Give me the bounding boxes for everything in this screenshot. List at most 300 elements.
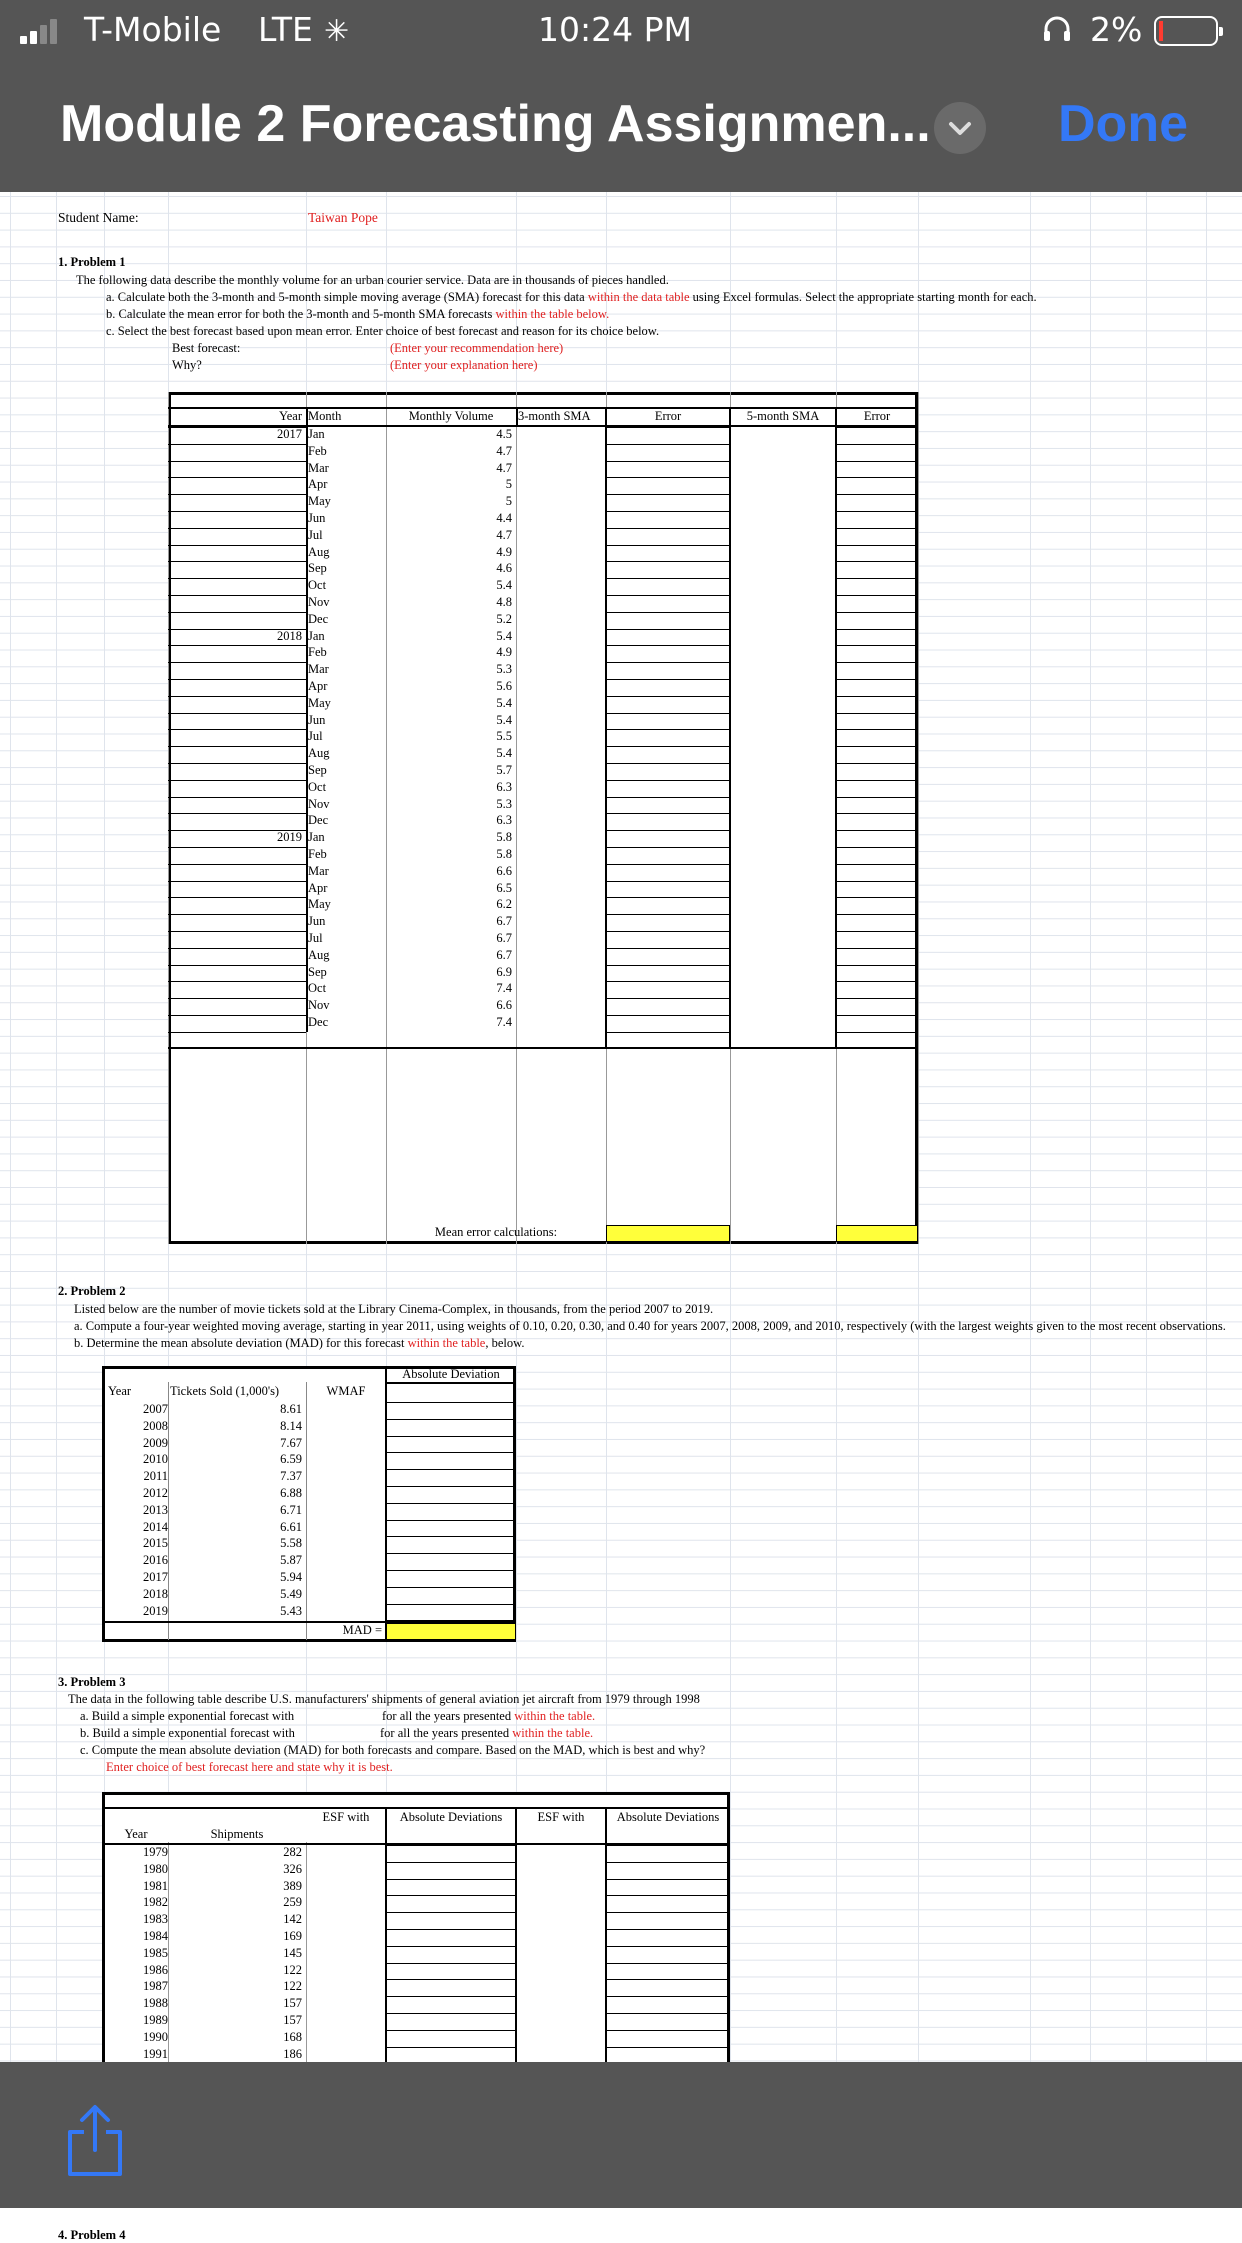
p1-table-row-line [836, 998, 918, 999]
p1-table-column-line [918, 392, 919, 1244]
p1-table-row-line [836, 679, 918, 680]
p1-volume-cell: 5 [505, 477, 512, 492]
p1-table-row-line [606, 477, 730, 478]
p1-month-cell: Sep [308, 763, 327, 777]
p1-volume-cell: 6.7 [496, 914, 512, 929]
carrier-name: T-Mobile [84, 10, 222, 49]
p3-header-esf-2: ESF with [537, 1810, 585, 1824]
p3-shipments-cell: 122 [283, 1962, 302, 1977]
problem-1-heading: 1. Problem 1 [58, 255, 126, 269]
p1-volume-cell: 6.3 [496, 813, 512, 828]
document-title[interactable]: Module 2 Forecasting Assignmen... [60, 95, 931, 153]
mean-error-3sma-cell[interactable] [606, 1225, 730, 1242]
problem-3-part-a-pre: a. Build a simple exponential forecast with [80, 1709, 295, 1723]
p1-table-row-line [168, 1015, 306, 1016]
p2-tickets-cell: 6.61 [280, 1519, 302, 1534]
p1-table-row-line [168, 645, 306, 646]
p2-year-cell: 2016 [143, 1553, 168, 1568]
p2-year-cell: 2008 [143, 1418, 168, 1433]
p1-volume-cell: 6.6 [496, 863, 512, 878]
p2-year-cell: 2010 [143, 1452, 168, 1467]
p1-table-row-line [836, 729, 918, 730]
p3-row-line [606, 2013, 730, 2014]
problem-2-intro: Listed below are the number of movie tickets sold at the Library Cinema-Complex, in thousands, from the period 2007 to 2019. [74, 1302, 714, 1316]
p1-table-row-line [606, 780, 730, 781]
p3-row-line [606, 1963, 730, 1964]
problem-1-part-b: b. Calculate the mean error for both the 3-month and 5-month SMA forecasts within the table below. [106, 307, 610, 321]
p1-volume-cell: 5 [505, 494, 512, 509]
p3-year-cell: 1986 [143, 1962, 168, 1977]
p3-row-line [386, 1895, 516, 1896]
p2-column-line [306, 1382, 307, 1640]
p1-table-row-line [168, 679, 306, 680]
why-input[interactable]: (Enter your explanation here) [390, 358, 538, 372]
p2-tickets-cell: 6.88 [280, 1486, 302, 1500]
p1-month-cell: Jan [308, 427, 325, 441]
p3-row-line [606, 1895, 730, 1896]
p2-tickets-cell: 5.49 [280, 1586, 302, 1601]
p1-volume-cell: 6.7 [496, 931, 512, 945]
p1-table-row-line [836, 461, 918, 462]
p1-volume-cell: 5.4 [496, 746, 512, 761]
p3-row-line [606, 1979, 730, 1980]
p1-table-row-line [836, 528, 918, 529]
p1-table-row-line [168, 662, 306, 663]
p1-footer-rule [168, 1047, 918, 1049]
p3-year-cell: 1983 [143, 1912, 168, 1927]
p1-table-row-line [168, 511, 306, 512]
p1-volume-cell: 4.9 [496, 645, 512, 660]
p1-table-row-line [168, 713, 306, 714]
p1-volume-cell: 5.4 [496, 712, 512, 727]
p1-table-row-line [836, 746, 918, 747]
problem-1-part-c: c. Select the best forecast based upon mean error. Enter choice of best forecast and reason for its choice below. [106, 324, 660, 338]
p1-table-row-line [606, 494, 730, 495]
headphones-icon [1042, 14, 1072, 42]
p1-table-row-line [168, 612, 306, 613]
p3-header-esf-1: ESF with [322, 1810, 370, 1824]
p1-table-row-line [606, 897, 730, 898]
p3-shipments-cell: 168 [283, 2029, 302, 2044]
p1-table-row-line [836, 981, 918, 982]
p1-month-cell: Jul [308, 527, 323, 542]
p2-mad-cell[interactable] [386, 1623, 516, 1640]
bottom-toolbar [0, 2062, 1242, 2208]
p1-table-row-line [168, 763, 306, 764]
p1-volume-cell: 4.7 [496, 443, 512, 458]
signal-strength-icon [20, 18, 62, 44]
p1-table-row-line [606, 914, 730, 915]
p2-year-cell: 2017 [143, 1570, 168, 1584]
p3-year-cell: 1988 [143, 1996, 168, 2011]
p1-table-row-line [168, 528, 306, 529]
p1-month-cell: Jun [308, 712, 326, 727]
mean-error-5sma-cell[interactable] [836, 1225, 918, 1242]
p1-col-rule [605, 407, 607, 1047]
p3-shipments-cell: 145 [283, 1945, 302, 1960]
p1-table-row-line [606, 461, 730, 462]
p1-volume-cell: 4.5 [496, 427, 512, 441]
p2-tickets-cell: 5.58 [280, 1536, 302, 1551]
p2-tickets-cell: 7.37 [280, 1469, 302, 1484]
p1-volume-cell: 5.8 [496, 847, 512, 861]
p1-table-row-line [836, 595, 918, 596]
p1-volume-cell: 6.3 [496, 779, 512, 794]
p1-table-row-line [606, 881, 730, 882]
p1-volume-cell: 4.9 [496, 544, 512, 559]
p2-row-line [386, 1402, 516, 1403]
p1-month-cell: Oct [308, 981, 327, 996]
p1-table-row-line [606, 847, 730, 848]
p1-volume-cell: 4.7 [496, 527, 512, 542]
p1-year-cell: 2019 [277, 830, 302, 845]
p3-row-line [386, 1845, 516, 1846]
p2-year-cell: 2014 [143, 1519, 168, 1534]
problem-1-part-a: a. Calculate both the 3-month and 5-month simple moving average (SMA) forecast for this data within the data table using Excel formulas. Select the appropriate starting month for each. [106, 290, 1037, 304]
problem-2-part-b: b. Determine the mean absolute deviation (MAD) for this forecast within the table, below. [74, 1336, 525, 1350]
student-name-label: Student Name: [58, 210, 139, 225]
p1-table-column-line [168, 392, 169, 1244]
p1-table-row-line [836, 477, 918, 478]
p1-table-row-line [168, 1032, 306, 1033]
p3-row-line [386, 2047, 516, 2048]
p2-year-cell: 2011 [143, 1469, 168, 1484]
p3-shipments-cell: 282 [283, 1845, 302, 1859]
p1-table-row-line [836, 511, 918, 512]
p1-header-year: Year [278, 409, 302, 423]
clock: 10:24 PM [538, 10, 692, 49]
p1-table-row-line [168, 948, 306, 949]
p2-row-line [386, 1469, 516, 1470]
done-button[interactable]: Done [1058, 95, 1188, 153]
p2-header-tickets: Tickets Sold (1,000's) [170, 1384, 280, 1398]
p3-row-line [386, 1963, 516, 1964]
p1-table-row-line [168, 897, 306, 898]
spreadsheet-document[interactable] [0, 192, 1242, 2242]
p3-year-cell: 1979 [143, 1845, 168, 1859]
p1-table-row-line [606, 1032, 730, 1033]
p1-volume-cell: 6.5 [496, 880, 512, 895]
p2-row-line [386, 1436, 516, 1437]
p1-month-cell: Dec [308, 611, 329, 626]
p1-month-cell: Sep [308, 561, 327, 576]
p3-row-line [386, 2013, 516, 2014]
p2-tickets-cell: 5.43 [280, 1603, 302, 1618]
p1-month-cell: Feb [308, 645, 327, 660]
p1-table-row-line [168, 797, 306, 798]
p1-volume-cell: 4.7 [496, 460, 512, 475]
p1-table-row-line [168, 578, 306, 579]
problem-4-heading: 4. Problem 4 [58, 2228, 126, 2242]
best-forecast-label: Best forecast: [172, 341, 241, 355]
p2-row-line [386, 1452, 516, 1453]
p3-row-line [386, 1929, 516, 1930]
p1-table-row-line [168, 696, 306, 697]
problem-3-part-b-post: for all the years presented within the table. [380, 1726, 594, 1740]
p2-year-cell: 2019 [143, 1603, 168, 1618]
problem-3-part-b-pre: b. Build a simple exponential forecast with [80, 1726, 295, 1740]
p1-table-column-line [516, 392, 517, 1244]
problem-3-part-c: c. Compute the mean absolute deviation (MAD) for both forecasts and compare. Based on the MAD, which is best and why? [80, 1743, 706, 1757]
p1-volume-cell: 6.9 [496, 964, 512, 979]
p1-month-cell: Apr [308, 477, 328, 492]
p1-table-row-line [168, 561, 306, 562]
p1-table-row-line [836, 881, 918, 882]
p2-tickets-cell: 6.71 [280, 1502, 302, 1517]
share-icon[interactable] [62, 2102, 128, 2178]
p1-table-row-line [836, 545, 918, 546]
p3-year-cell: 1990 [143, 2029, 168, 2044]
p1-table-row-line [606, 696, 730, 697]
p3-year-cell: 1984 [143, 1929, 168, 1943]
p1-table-row-line [836, 931, 918, 932]
p1-table-row-line [606, 948, 730, 949]
p1-month-cell: Dec [308, 813, 329, 828]
p1-month-cell: Apr [308, 880, 328, 895]
p3-shipments-cell: 186 [283, 2046, 302, 2061]
p1-header-volume: Monthly Volume [408, 409, 494, 423]
p1-volume-cell: 4.6 [496, 561, 512, 576]
p3-row-line [606, 1862, 730, 1863]
p2-header-rule [386, 1382, 516, 1384]
p1-table-row-line [836, 1015, 918, 1016]
p1-month-cell: Dec [308, 1015, 329, 1029]
p1-table-row-line [836, 713, 918, 714]
p1-table-row-line [606, 679, 730, 680]
p1-table-row-line [168, 595, 306, 596]
p2-year-cell: 2012 [143, 1486, 168, 1500]
p1-month-cell: Mar [308, 863, 329, 878]
p3-row-line [606, 2030, 730, 2031]
p1-volume-cell: 5.8 [496, 830, 512, 845]
p1-table-row-line [168, 965, 306, 966]
p3-shipments-cell: 157 [283, 2013, 302, 2027]
p1-header-sma5: 5-month SMA [746, 409, 820, 423]
p2-tickets-cell: 5.87 [280, 1553, 302, 1568]
p1-month-cell: Aug [308, 947, 330, 962]
p1-table-row-line [606, 763, 730, 764]
p1-month-cell: Jul [308, 931, 323, 945]
p1-table-row-line [606, 427, 730, 428]
p3-row-line [386, 1912, 516, 1913]
p1-table-row-line [836, 696, 918, 697]
p1-table-row-line [168, 981, 306, 982]
student-name-value[interactable]: Taiwan Pope [308, 210, 378, 225]
p2-year-cell: 2015 [143, 1536, 168, 1551]
p3-year-cell: 1980 [143, 1861, 168, 1876]
p1-table-row-line [836, 427, 918, 428]
p1-table-row-line [836, 763, 918, 764]
p1-month-cell: Jul [308, 729, 323, 744]
p3-row-line [386, 1946, 516, 1947]
problem-3-intro: The data in the following table describe U.S. manufacturers' shipments of general aviation jet aircraft from 1979 through 1998 [68, 1692, 700, 1706]
p3-row-line [386, 1862, 516, 1863]
p1-table-row-line [836, 965, 918, 966]
p3-header-rule [102, 1807, 730, 1809]
p1-table-row-line [836, 561, 918, 562]
p2-row-line [386, 1604, 516, 1605]
p3-shipments-cell: 389 [283, 1878, 302, 1893]
p1-table-row-line [836, 662, 918, 663]
p1-table-row-line [836, 1032, 918, 1033]
p2-header-absdev: Absolute Deviation [402, 1367, 500, 1381]
p1-table-row-line [836, 645, 918, 646]
problem-2-heading: 2. Problem 2 [58, 1284, 126, 1298]
p3-year-cell: 1989 [143, 2013, 168, 2027]
p3-year-cell: 1991 [143, 2046, 168, 2061]
p1-volume-cell: 5.4 [496, 578, 512, 593]
p2-row-line [386, 1520, 516, 1521]
p1-table-row-line [168, 813, 306, 814]
p2-row-line [386, 1536, 516, 1537]
why-label: Why? [172, 358, 202, 372]
p1-volume-cell: 7.4 [496, 981, 512, 996]
problem-3-answer-input[interactable]: Enter choice of best forecast here and state why it is best. [106, 1760, 393, 1774]
p2-mad-label: MAD = [342, 1623, 382, 1637]
p1-table-row-line [606, 864, 730, 865]
p3-row-line [606, 1996, 730, 1997]
p1-header-error-1: Error [654, 409, 682, 423]
p1-header-error-2: Error [863, 409, 891, 423]
p1-table-row-line [606, 746, 730, 747]
p1-table-row-line [168, 847, 306, 848]
p1-table-row-line [606, 830, 730, 831]
navigation-bar [0, 62, 1242, 192]
p1-month-cell: May [308, 494, 331, 509]
p1-month-cell: Jan [308, 830, 325, 845]
p1-volume-cell: 6.6 [496, 998, 512, 1013]
p1-volume-cell: 4.8 [496, 595, 512, 609]
p1-col-rule [729, 407, 731, 1047]
p2-year-cell: 2009 [143, 1435, 168, 1450]
p1-table-row-line [606, 713, 730, 714]
p3-year-cell: 1981 [143, 1878, 168, 1893]
p3-shipments-cell: 326 [283, 1861, 302, 1876]
p2-header-wmaf: WMAF [326, 1384, 366, 1398]
p1-table-row-line [836, 797, 918, 798]
p1-table-row-line [836, 864, 918, 865]
p3-shipments-cell: 142 [283, 1912, 302, 1927]
p1-table-row-line [606, 444, 730, 445]
p1-table-row-line [168, 998, 306, 999]
p1-table-row-line [836, 914, 918, 915]
p1-month-cell: Oct [308, 779, 327, 794]
p1-table-row-line [836, 578, 918, 579]
p1-table-row-line [168, 931, 306, 932]
p3-row-line [386, 1879, 516, 1880]
battery-icon [1154, 16, 1218, 46]
p1-table-row-line [606, 629, 730, 630]
p3-row-line [386, 1979, 516, 1980]
p2-year-cell: 2013 [143, 1502, 168, 1517]
p3-year-cell: 1985 [143, 1945, 168, 1960]
p1-volume-cell: 5.7 [496, 763, 512, 777]
p1-table-row-line [836, 780, 918, 781]
network-type: LTE [258, 10, 313, 49]
p1-table-row-line [606, 981, 730, 982]
p1-table-row-line [606, 528, 730, 529]
p3-header-shipments: Shipments [210, 1827, 264, 1841]
p1-volume-cell: 5.2 [496, 611, 512, 626]
p1-table-row-line [168, 477, 306, 478]
p2-tickets-cell: 8.61 [280, 1402, 302, 1416]
p1-month-cell: Aug [308, 544, 330, 559]
p1-table-row-line [606, 545, 730, 546]
p1-volume-cell: 4.4 [496, 511, 512, 525]
p2-year-cell: 2007 [143, 1402, 168, 1416]
p2-year-cell: 2018 [143, 1586, 168, 1601]
p1-table-row-line [606, 998, 730, 999]
p3-year-cell: 1987 [143, 1979, 168, 1994]
p3-shipments-cell: 259 [283, 1895, 302, 1910]
p3-row-line [606, 1845, 730, 1846]
p1-month-cell: Nov [308, 595, 330, 609]
chevron-down-icon[interactable] [934, 102, 986, 154]
p1-table-row-line [836, 897, 918, 898]
p1-month-cell: Feb [308, 847, 327, 861]
p3-header-year: Year [124, 1827, 148, 1841]
p3-row-line [606, 1912, 730, 1913]
p1-table-row-line [606, 595, 730, 596]
p1-header-sma3: 3-month SMA [518, 409, 591, 423]
p1-table-row-line [606, 662, 730, 663]
p1-volume-cell: 6.7 [496, 947, 512, 962]
battery-percent: 2% [1090, 10, 1143, 49]
p1-table-row-line [836, 612, 918, 613]
p1-table-row-line [606, 813, 730, 814]
p2-tickets-cell: 8.14 [280, 1418, 302, 1433]
status-bar [0, 0, 1242, 62]
problem-2-part-a: a. Compute a four-year weighted moving average, starting in year 2011, using weights of 0.10, 0.20, 0.30, and 0.40 for years 2007, 2008, 2009, and 2010, respectively (with the largest weights given to the most recent observations. [74, 1319, 1226, 1333]
problem-1-intro: The following data describe the monthly volume for an urban courier service. Data are in thousands of pieces handled. [76, 273, 669, 287]
p1-table-row-line [168, 881, 306, 882]
p1-month-cell: Nov [308, 998, 330, 1013]
p1-table-row-line [168, 461, 306, 462]
p2-row-line [386, 1553, 516, 1554]
p1-table-row-line [836, 629, 918, 630]
p1-year-cell: 2018 [277, 628, 302, 643]
p1-month-cell: Feb [308, 443, 327, 458]
p1-month-cell: Nov [308, 796, 330, 811]
p2-header-year: Year [108, 1384, 132, 1398]
p1-table-row-line [606, 561, 730, 562]
p3-row-line [606, 1946, 730, 1947]
problem-1-table [168, 392, 918, 1244]
p1-volume-cell: 5.4 [496, 628, 512, 643]
p3-shipments-cell: 157 [283, 1996, 302, 2011]
p1-month-cell: May [308, 897, 331, 912]
p1-table-row-line [168, 780, 306, 781]
best-forecast-input[interactable]: (Enter your recommendation here) [390, 341, 564, 355]
p1-volume-cell: 7.4 [496, 1015, 512, 1029]
p2-row-line [386, 1503, 516, 1504]
p1-table-row-line [168, 729, 306, 730]
p1-table-row-line [606, 931, 730, 932]
p2-row-line [386, 1419, 516, 1420]
p1-table-row-line [606, 797, 730, 798]
p2-row-line [386, 1587, 516, 1588]
p3-row-line [386, 2030, 516, 2031]
p1-table-row-line [836, 813, 918, 814]
p3-row-line [386, 1996, 516, 1997]
p3-row-line [606, 1879, 730, 1880]
p1-table-row-line [606, 1015, 730, 1016]
p1-table-row-line [168, 864, 306, 865]
p1-table-row-line [836, 948, 918, 949]
p2-tickets-cell: 6.59 [280, 1452, 302, 1467]
p1-volume-cell: 5.6 [496, 679, 512, 693]
p1-header-month: Month [308, 409, 342, 423]
